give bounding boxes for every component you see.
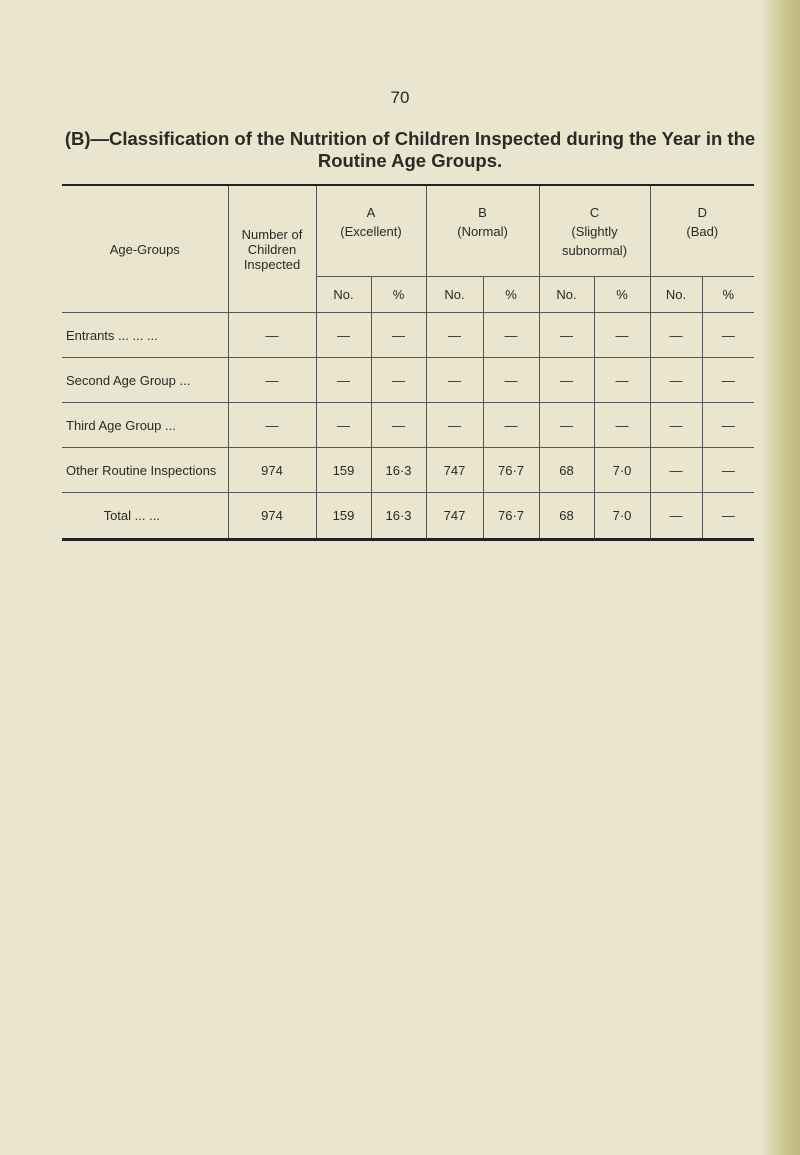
- subheader-pct: %: [594, 277, 650, 313]
- table-cell: 76·7: [483, 448, 539, 493]
- subheader-pct: %: [702, 277, 754, 313]
- header-row: [62, 186, 754, 277]
- table-cell: —: [316, 358, 371, 403]
- header-group-b: [426, 186, 539, 277]
- group-desc: (Slightly: [571, 223, 618, 239]
- table-row-third-age-group: [62, 403, 754, 448]
- page-number: 70: [390, 88, 410, 107]
- table-cell: —: [594, 403, 650, 448]
- header-number-line: Number of: [241, 226, 303, 242]
- page-edge-shadow: [762, 0, 800, 1155]
- table-cell: 974: [228, 448, 316, 493]
- table-cell: —: [650, 448, 702, 493]
- nutrition-table-container: [62, 184, 754, 541]
- table-cell: 76·7: [483, 493, 539, 538]
- subheader-no: No.: [650, 277, 702, 313]
- table-cell: 159: [316, 448, 371, 493]
- table-cell: —: [371, 403, 426, 448]
- table-cell: —: [316, 403, 371, 448]
- nutrition-table: [62, 186, 754, 538]
- page-title: [60, 128, 760, 172]
- group-letter: B: [478, 204, 487, 220]
- table-cell: 16·3: [371, 448, 426, 493]
- subheader-no: No.: [426, 277, 483, 313]
- table-row-total: [62, 493, 754, 538]
- table-row-entrants: [62, 313, 754, 358]
- table-cell: —: [426, 313, 483, 358]
- table-cell: 16·3: [371, 493, 426, 538]
- header-group-d: [650, 186, 754, 277]
- table-cell: —: [483, 313, 539, 358]
- title-line-2: Routine Age Groups.: [317, 150, 503, 171]
- table-cell: —: [702, 493, 754, 538]
- row-label: Other Routine Inspections: [62, 448, 228, 493]
- row-label: Second Age Group ...: [62, 358, 228, 403]
- table-cell: —: [702, 313, 754, 358]
- subheader-no: No.: [316, 277, 371, 313]
- table-cell: —: [594, 358, 650, 403]
- table-cell: —: [702, 358, 754, 403]
- table-cell: —: [228, 358, 316, 403]
- row-label: Entrants ... ... ...: [62, 313, 228, 358]
- table-cell: —: [539, 358, 594, 403]
- table-row-second-age-group: [62, 358, 754, 403]
- group-desc: (Bad): [686, 223, 719, 239]
- table-cell: —: [228, 313, 316, 358]
- subheader-pct: %: [371, 277, 426, 313]
- table-bottom-rule: [62, 538, 754, 541]
- table-cell: —: [426, 403, 483, 448]
- header-number-line: Inspected: [243, 256, 301, 272]
- table-cell: 68: [539, 493, 594, 538]
- table-cell: —: [702, 403, 754, 448]
- header-age-groups: Age-Groups: [62, 186, 228, 313]
- table-cell: —: [316, 313, 371, 358]
- table-cell: 747: [426, 448, 483, 493]
- header-number-line: Children: [247, 241, 297, 257]
- table-cell: —: [594, 313, 650, 358]
- table-row-other-routine: [62, 448, 754, 493]
- table-cell: —: [371, 313, 426, 358]
- table-cell: 68: [539, 448, 594, 493]
- group-desc: (Excellent): [340, 223, 402, 239]
- table-cell: 7·0: [594, 493, 650, 538]
- table-cell: —: [483, 403, 539, 448]
- table-cell: —: [702, 448, 754, 493]
- table-cell: —: [650, 403, 702, 448]
- row-label: Total ... ...: [103, 507, 160, 523]
- row-label: Third Age Group ...: [62, 403, 228, 448]
- table-cell: —: [483, 358, 539, 403]
- subheader-pct: %: [483, 277, 539, 313]
- group-letter: A: [366, 204, 376, 220]
- table-cell: —: [426, 358, 483, 403]
- title-line-1: (B)—Classification of the Nutrition of Children Inspected during the Year in the: [64, 128, 756, 149]
- table-cell: 7·0: [594, 448, 650, 493]
- table-cell: 159: [316, 493, 371, 538]
- table-cell: —: [539, 313, 594, 358]
- table-cell: —: [371, 358, 426, 403]
- group-letter: D: [697, 204, 707, 220]
- table-cell: —: [539, 403, 594, 448]
- header-number-inspected: [228, 186, 316, 313]
- group-letter: C: [589, 204, 600, 220]
- table-cell: —: [228, 403, 316, 448]
- table-cell: —: [650, 358, 702, 403]
- subheader-no: No.: [539, 277, 594, 313]
- group-desc: subnormal): [562, 242, 628, 258]
- table-cell: 974: [228, 493, 316, 538]
- table-cell: 747: [426, 493, 483, 538]
- table-cell: —: [650, 493, 702, 538]
- table-cell: —: [650, 313, 702, 358]
- group-desc: (Normal): [457, 223, 508, 239]
- header-group-a: [316, 186, 426, 277]
- header-group-c: [539, 186, 650, 277]
